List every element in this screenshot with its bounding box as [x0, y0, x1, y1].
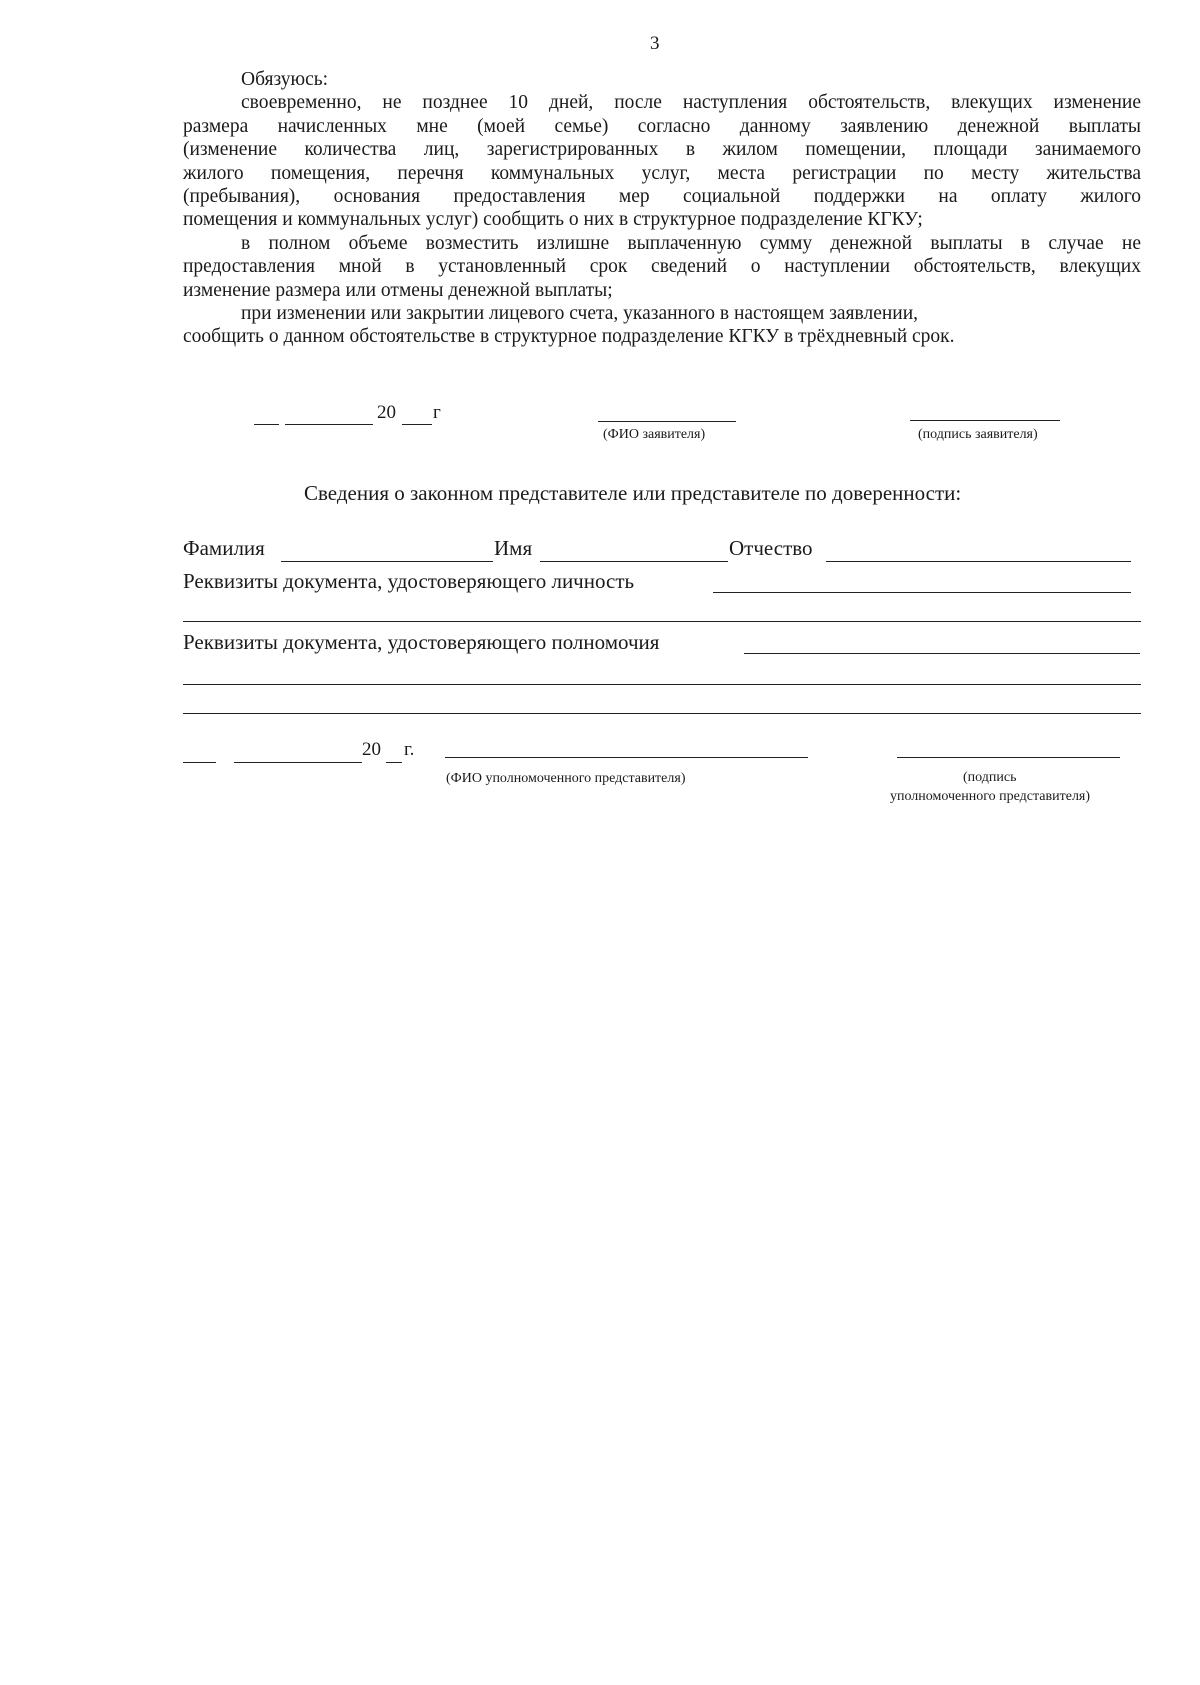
- authority-doc-label: Реквизиты документа, удостоверяющего полномочия: [183, 630, 660, 654]
- name-label: Имя: [494, 536, 533, 560]
- page-number: 3: [650, 33, 660, 54]
- obligation-3-line-1: при изменении или закрытии лицевого счета, указанного в настоящем заявлении,: [241, 303, 919, 325]
- applicant-signature-caption: (подпись заявителя): [918, 427, 1038, 442]
- applicant-signature-line[interactable]: [910, 420, 1060, 421]
- applicant-year-suffix: г: [433, 402, 441, 423]
- patronymic-label: Отчество: [729, 536, 813, 560]
- obligation-1-line-3: (изменение количества лиц, зарегистрированных в жилом помещении, площади занимаемого: [183, 139, 1141, 161]
- applicant-year-prefix: 20: [377, 402, 396, 423]
- authority-doc-field-continued-2[interactable]: [183, 713, 1141, 714]
- patronymic-field[interactable]: [826, 561, 1131, 562]
- rep-year-prefix: 20: [362, 739, 381, 760]
- applicant-fio-caption: (ФИО заявителя): [603, 427, 706, 442]
- obligation-2-line-1: в полном объеме возместить излишне выплаченную сумму денежной выплаты в случае не: [241, 232, 1141, 254]
- applicant-year-line[interactable]: [402, 424, 432, 425]
- obligation-1-line-2: размера начисленных мне (моей семье) согласно данному заявлению денежной выплаты: [183, 115, 1141, 137]
- surname-label: Фамилия: [183, 536, 265, 560]
- id-doc-label: Реквизиты документа, удостоверяющего личность: [183, 569, 635, 593]
- applicant-fio-line[interactable]: [598, 421, 736, 422]
- obligation-1-line-5: (пребывания), основания предоставления мер социальной поддержки на оплату жилого: [183, 186, 1141, 208]
- obligation-2-line-3: изменение размера или отмены денежной выплаты;: [183, 279, 613, 301]
- obligation-1-line-4: жилого помещения, перечня коммунальных услуг, места регистрации по месту жительства: [183, 162, 1141, 184]
- obligations-section: [183, 68, 1141, 349]
- id-doc-field-continued[interactable]: [183, 621, 1141, 622]
- name-field[interactable]: [540, 561, 728, 562]
- rep-month-line[interactable]: [234, 762, 362, 763]
- id-doc-field[interactable]: [713, 592, 1131, 593]
- authority-doc-field-continued-1[interactable]: [183, 684, 1141, 685]
- obligation-3-line-2: сообщить о данном обстоятельстве в структурное подразделение КГКУ в трёхдневный срок.: [183, 326, 955, 348]
- obligation-1-line-6: помещения и коммунальных услуг) сообщить о них в структурное подразделение КГКУ;: [183, 209, 923, 231]
- rep-year-line[interactable]: [386, 762, 402, 763]
- rep-day-line[interactable]: [183, 762, 216, 763]
- rep-fio-caption: (ФИО уполномоченного представителя): [446, 771, 686, 786]
- rep-fio-line[interactable]: [445, 757, 808, 758]
- obligation-2-line-2: предоставления мной в установленный срок сведений о наступлении обстоятельств, влекущих: [183, 256, 1141, 278]
- applicant-day-line[interactable]: [254, 424, 279, 425]
- obligation-1-line-1: своевременно, не позднее 10 дней, после наступления обстоятельств, влекущих изменение: [241, 92, 1141, 114]
- rep-signature-caption-1: (подпись: [963, 770, 1017, 785]
- rep-signature-line[interactable]: [897, 757, 1120, 758]
- representative-heading: Сведения о законном представителе или представителе по доверенности:: [304, 481, 962, 505]
- surname-field[interactable]: [281, 561, 493, 562]
- obligations-intro: Обязуюсь:: [241, 69, 329, 90]
- rep-year-suffix: г.: [404, 739, 415, 760]
- authority-doc-field[interactable]: [744, 653, 1140, 654]
- rep-signature-caption-2: уполномоченного представителя): [890, 789, 1091, 804]
- applicant-month-line[interactable]: [285, 424, 373, 425]
